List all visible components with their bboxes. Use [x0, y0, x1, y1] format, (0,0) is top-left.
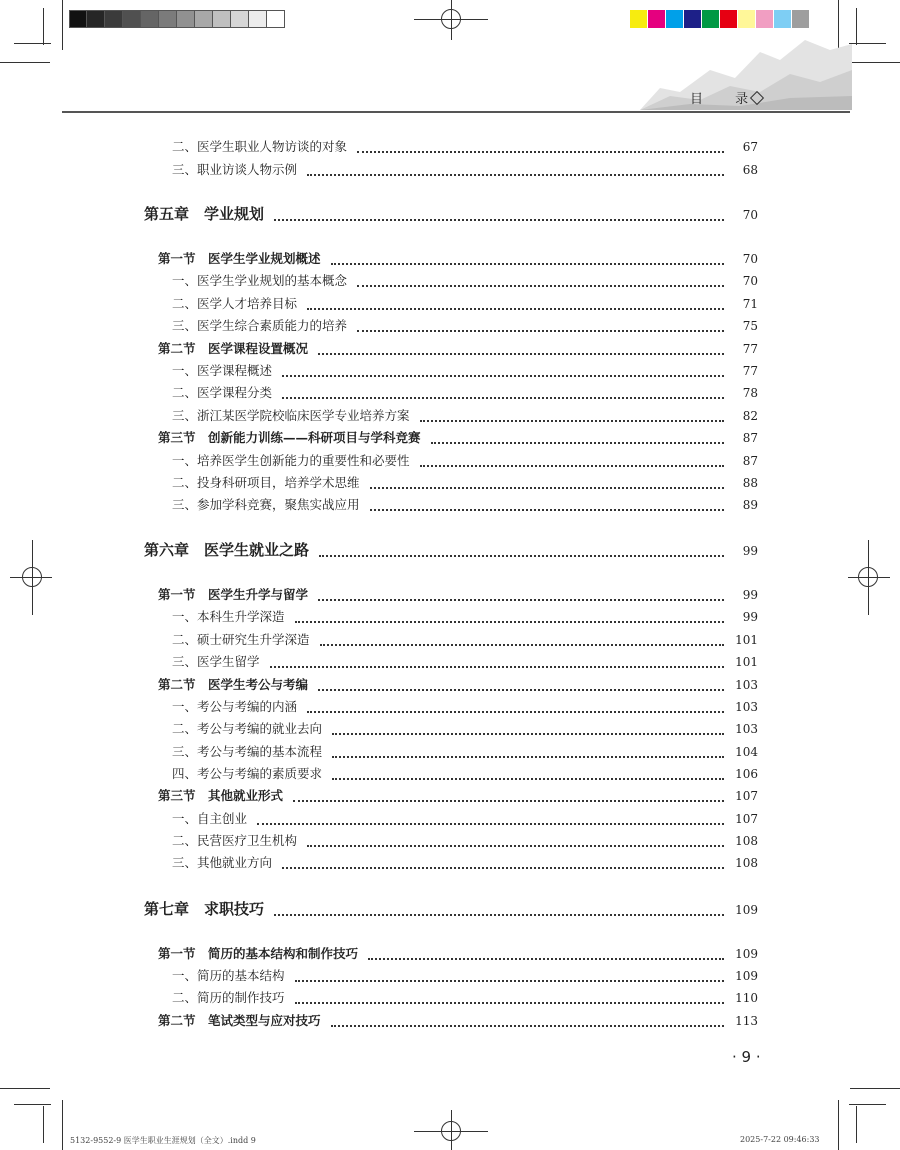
- toc-label: 第一节 医学生升学与留学: [158, 587, 309, 602]
- toc-item[interactable]: [172, 809, 758, 831]
- toc-item[interactable]: [172, 697, 758, 719]
- color-swatch: [792, 10, 810, 28]
- color-swatch: [648, 10, 666, 28]
- toc-page-number: 89: [742, 498, 758, 512]
- crop-mark: [850, 62, 900, 63]
- toc-leader-dots: [274, 218, 724, 221]
- toc-leader-dots: [370, 486, 724, 489]
- toc-item[interactable]: [172, 607, 758, 629]
- toc-label: 二、投身科研项目，培养学术思维: [172, 475, 360, 490]
- toc-page-number: 70: [742, 274, 758, 288]
- toc-section[interactable]: [158, 1011, 758, 1033]
- toc-chapter[interactable]: [144, 203, 758, 229]
- toc-item[interactable]: [172, 160, 758, 182]
- toc-page-number: 101: [735, 655, 758, 669]
- toc-page-number: 104: [735, 745, 758, 759]
- color-swatch: [702, 10, 720, 28]
- toc-label: 第一节 简历的基本结构和制作技巧: [158, 946, 359, 961]
- toc-item[interactable]: [172, 966, 758, 988]
- color-swatch: [87, 10, 105, 28]
- toc-section[interactable]: [158, 249, 758, 271]
- print-slug-file: 5132-9552-9 医学生职业生涯规划（全文）.indd 9: [70, 1136, 256, 1145]
- toc-page-number: 103: [735, 700, 758, 714]
- color-swatch: [666, 10, 684, 28]
- toc-label: 三、职业访谈人物示例: [172, 162, 298, 177]
- toc-leader-dots: [332, 732, 724, 735]
- crop-mark: [0, 1088, 50, 1089]
- toc-leader-dots: [357, 284, 724, 287]
- toc-item[interactable]: [172, 473, 758, 495]
- crop-mark: [856, 1106, 857, 1143]
- toc-label: 二、硕士研究生升学深造: [172, 632, 310, 647]
- toc-label: 第三节 创新能力训练——科研项目与学科竞赛: [158, 430, 421, 445]
- toc-leader-dots: [320, 643, 724, 646]
- toc-section[interactable]: [158, 786, 758, 808]
- toc-section[interactable]: [158, 428, 758, 450]
- toc-item[interactable]: [172, 764, 758, 786]
- toc-leader-dots: [282, 866, 724, 869]
- toc-leader-dots: [295, 979, 724, 982]
- toc-page-number: 110: [735, 991, 758, 1005]
- toc-item[interactable]: [172, 361, 758, 383]
- crop-mark: [14, 43, 51, 44]
- color-swatch: [684, 10, 702, 28]
- toc-section[interactable]: [158, 585, 758, 607]
- color-swatch: [231, 10, 249, 28]
- toc-leader-dots: [357, 329, 724, 332]
- toc-label: 第三节 其他就业形式: [158, 788, 284, 803]
- toc-item[interactable]: [172, 294, 758, 316]
- toc-leader-dots: [318, 352, 724, 355]
- toc-label: 一、自主创业: [172, 811, 248, 826]
- toc-label: 二、简历的制作技巧: [172, 990, 285, 1005]
- toc-page-number: 71: [742, 297, 758, 311]
- color-swatch: [738, 10, 756, 28]
- toc-label: 三、浙江某医学院校临床医学专业培养方案: [172, 408, 410, 423]
- toc-page-number: 109: [735, 969, 758, 983]
- crop-mark: [849, 43, 886, 44]
- toc-label: 第五章 学业规划: [144, 205, 265, 223]
- toc-label: 第七章 求职技巧: [144, 900, 265, 918]
- toc-page-number: 68: [742, 163, 758, 177]
- toc-item[interactable]: [172, 719, 758, 741]
- toc-leader-dots: [319, 554, 724, 557]
- toc-leader-dots: [368, 957, 724, 960]
- toc-leader-dots: [307, 844, 724, 847]
- toc-page-number: 77: [742, 342, 758, 356]
- toc-page-number: 87: [742, 454, 758, 468]
- print-slug-date: 2025-7-22 09:46:33: [740, 1135, 820, 1144]
- toc-item[interactable]: [172, 988, 758, 1010]
- toc-page-number: 109: [735, 947, 758, 961]
- toc-label: 一、本科生升学深造: [172, 609, 285, 624]
- toc-page-number: 108: [735, 834, 758, 848]
- toc-chapter[interactable]: [144, 898, 758, 924]
- toc-section[interactable]: [158, 944, 758, 966]
- toc-label: 二、考公与考编的就业去向: [172, 721, 323, 736]
- toc-label: 三、其他就业方向: [172, 855, 273, 870]
- toc-leader-dots: [331, 1024, 724, 1027]
- toc-item[interactable]: [172, 451, 758, 473]
- toc-page-number: 107: [735, 812, 758, 826]
- toc-page-number: 87: [742, 431, 758, 445]
- toc-page-number: 78: [742, 386, 758, 400]
- toc-leader-dots: [318, 598, 724, 601]
- toc-leader-dots: [307, 307, 724, 310]
- toc-label: 三、医学生留学: [172, 654, 260, 669]
- toc-leader-dots: [332, 755, 724, 758]
- toc-label: 二、民营医疗卫生机构: [172, 833, 298, 848]
- toc-leader-dots: [420, 464, 724, 467]
- toc-leader-dots: [282, 396, 724, 399]
- crop-mark: [62, 1100, 63, 1150]
- toc-label: 一、简历的基本结构: [172, 968, 285, 983]
- toc-item[interactable]: [172, 406, 758, 428]
- toc-leader-dots: [420, 419, 724, 422]
- toc-item[interactable]: [172, 316, 758, 338]
- header-rule: [62, 111, 850, 113]
- color-swatch: [756, 10, 774, 28]
- color-swatch: [195, 10, 213, 28]
- crop-mark: [856, 8, 857, 45]
- toc-page-number: 106: [735, 767, 758, 781]
- toc-page-number: 108: [735, 856, 758, 870]
- crop-mark: [43, 8, 44, 45]
- toc-label: 三、考公与考编的基本流程: [172, 744, 323, 759]
- toc-label: 二、医学人才培养目标: [172, 296, 298, 311]
- toc-leader-dots: [431, 441, 724, 444]
- toc-item[interactable]: [172, 630, 758, 652]
- crop-mark: [62, 0, 63, 50]
- toc-page-number: 107: [735, 789, 758, 803]
- toc-leader-dots: [274, 913, 724, 916]
- toc-leader-dots: [318, 688, 724, 691]
- crop-mark: [850, 1088, 900, 1089]
- toc-page-number: 99: [742, 588, 758, 602]
- toc-page-number: 77: [742, 364, 758, 378]
- color-swatch: [105, 10, 123, 28]
- toc-page-number: 113: [735, 1014, 758, 1028]
- toc-section[interactable]: [158, 339, 758, 361]
- toc-label: 二、医学课程分类: [172, 385, 273, 400]
- toc-leader-dots: [307, 710, 724, 713]
- header-title: 目 录: [690, 92, 763, 107]
- toc-page-number: 75: [742, 319, 758, 333]
- crop-mark: [43, 1106, 44, 1143]
- toc-leader-dots: [357, 150, 724, 153]
- toc-page-number: 103: [735, 722, 758, 736]
- color-swatch: [177, 10, 195, 28]
- toc-label: 二、医学生职业人物访谈的对象: [172, 139, 348, 154]
- color-swatch: [267, 10, 285, 28]
- toc-section[interactable]: [158, 675, 758, 697]
- color-swatch: [69, 10, 87, 28]
- toc-label: 四、考公与考编的素质要求: [172, 766, 323, 781]
- toc-item[interactable]: [172, 742, 758, 764]
- toc-label: 第二节 医学生考公与考编: [158, 677, 309, 692]
- toc-page-number: 99: [742, 544, 758, 558]
- crop-mark: [838, 1100, 839, 1150]
- color-swatch: [159, 10, 177, 28]
- toc-leader-dots: [293, 799, 724, 802]
- toc-page-number: 103: [735, 678, 758, 692]
- toc-page-number: 82: [742, 409, 758, 423]
- toc-page-number: 88: [742, 476, 758, 490]
- toc-label: 第一节 医学生学业规划概述: [158, 251, 321, 266]
- toc-leader-dots: [332, 777, 724, 780]
- color-swatch: [720, 10, 738, 28]
- toc-item[interactable]: [172, 652, 758, 674]
- toc-chapter[interactable]: [144, 539, 758, 565]
- toc-leader-dots: [295, 620, 724, 623]
- toc-page-number: 67: [742, 140, 758, 154]
- color-swatch: [249, 10, 267, 28]
- toc-page-number: 70: [742, 208, 758, 222]
- toc-item[interactable]: [172, 853, 758, 875]
- toc-label: 一、考公与考编的内涵: [172, 699, 298, 714]
- toc-label: 一、医学生学业规划的基本概念: [172, 273, 348, 288]
- toc-page-number: 70: [742, 252, 758, 266]
- toc-label: 第二节 医学课程设置概况: [158, 341, 309, 356]
- toc-label: 第六章 医学生就业之路: [144, 541, 310, 559]
- color-swatch: [123, 10, 141, 28]
- crop-mark: [14, 1104, 51, 1105]
- color-swatch: [213, 10, 231, 28]
- toc-leader-dots: [331, 262, 724, 265]
- gray-color-bar: [69, 10, 285, 28]
- toc-leader-dots: [307, 173, 724, 176]
- toc-label: 一、培养医学生创新能力的重要性和必要性: [172, 453, 410, 468]
- toc-page-number: 101: [735, 633, 758, 647]
- toc-label: 第二节 笔试类型与应对技巧: [158, 1013, 321, 1028]
- toc-page-number: 109: [735, 903, 758, 917]
- toc-item[interactable]: [172, 383, 758, 405]
- toc-label: 三、医学生综合素质能力的培养: [172, 318, 348, 333]
- toc-leader-dots: [270, 665, 724, 668]
- toc-item[interactable]: [172, 271, 758, 293]
- crop-mark: [849, 1104, 886, 1105]
- toc-item[interactable]: [172, 831, 758, 853]
- toc-page-number: 99: [742, 610, 758, 624]
- color-swatch: [630, 10, 648, 28]
- toc-label: 一、医学课程概述: [172, 363, 273, 378]
- cmyk-color-bar: [630, 10, 810, 28]
- crop-mark: [0, 62, 50, 63]
- toc-item[interactable]: [172, 495, 758, 517]
- toc-label: 三、参加学科竞赛，聚焦实战应用: [172, 497, 360, 512]
- color-swatch: [774, 10, 792, 28]
- toc-leader-dots: [370, 508, 724, 511]
- toc-item[interactable]: [172, 137, 758, 159]
- page-number: · 9 ·: [732, 1048, 761, 1066]
- toc-leader-dots: [295, 1001, 724, 1004]
- toc-leader-dots: [282, 374, 724, 377]
- color-swatch: [141, 10, 159, 28]
- toc-leader-dots: [257, 822, 724, 825]
